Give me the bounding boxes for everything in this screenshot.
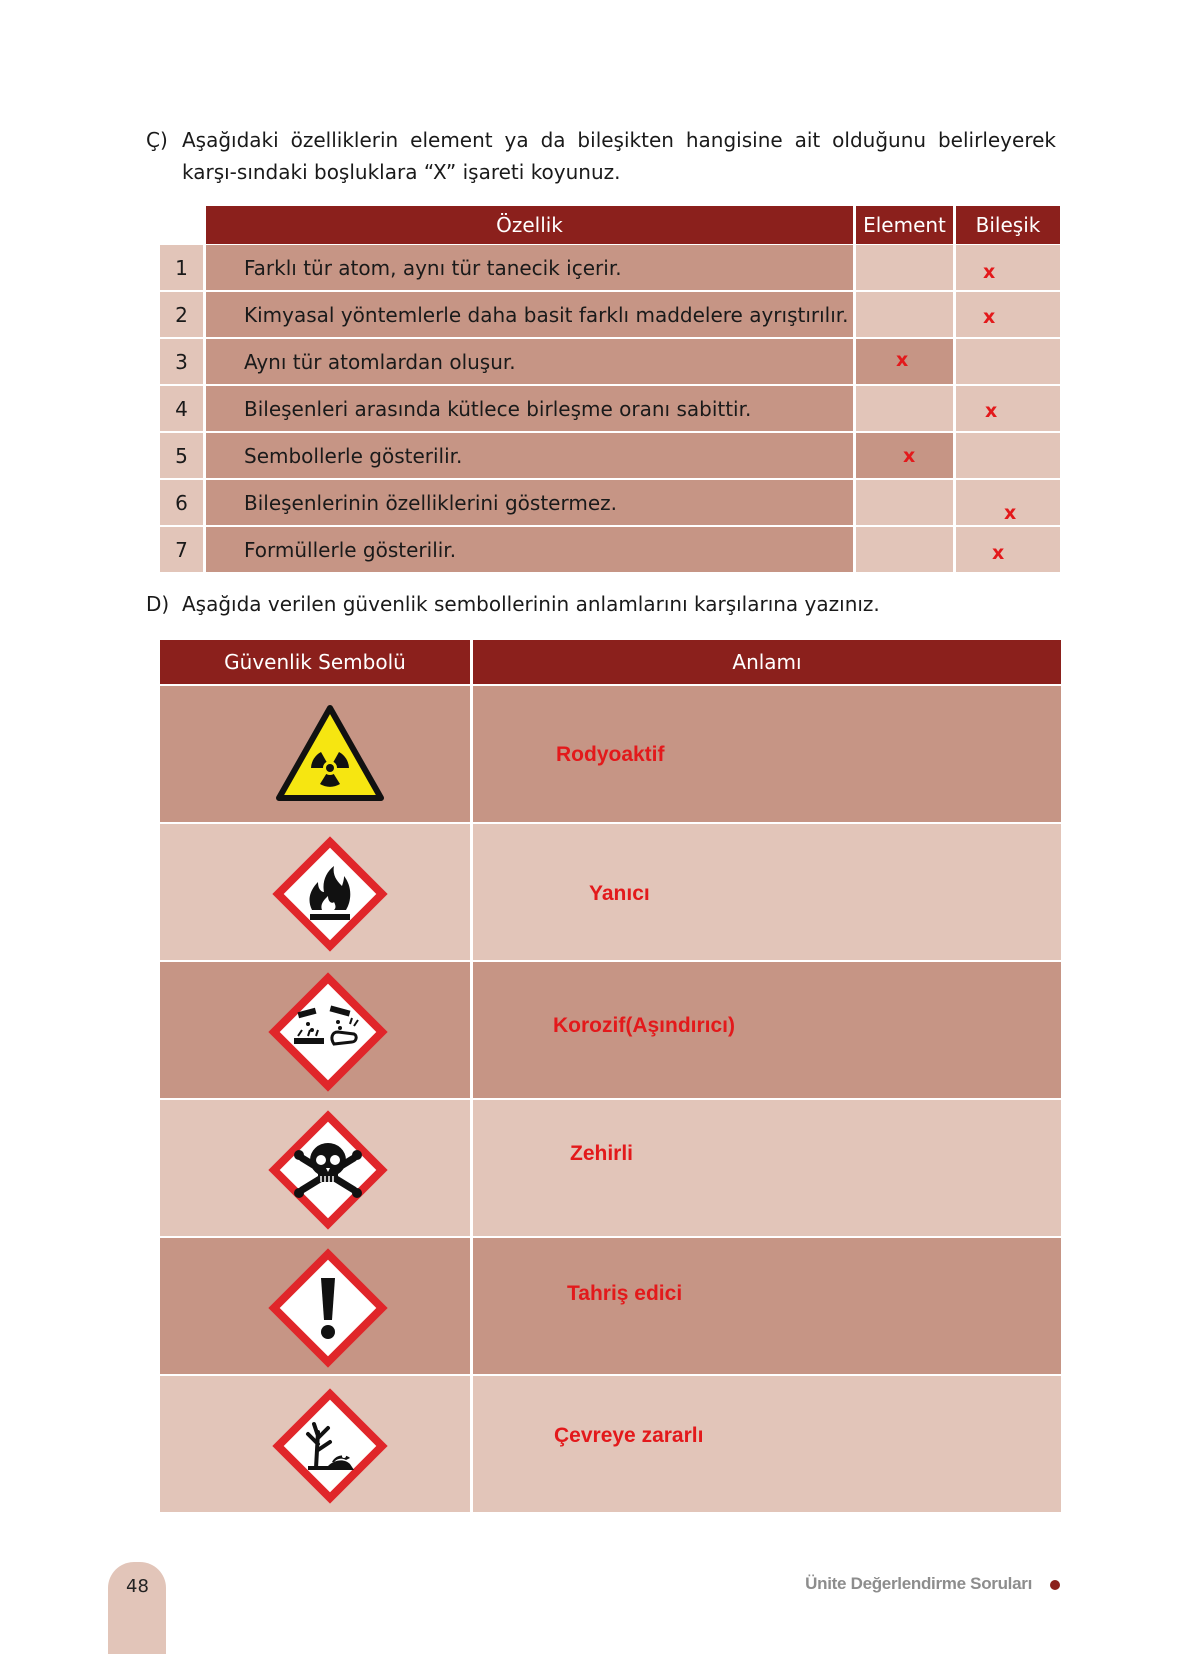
compound-mark: x [985, 400, 998, 422]
row-number: 5 [160, 433, 203, 478]
question-c-text: Aşağıdaki özelliklerin element ya da bileşikten hangisine ait olduğunu belirleyerek karşı-sındaki boşluklara “X” işareti koyunuz. [182, 128, 1056, 184]
compound-cell[interactable] [956, 527, 1060, 572]
compound-mark: x [992, 542, 1005, 564]
compound-cell[interactable] [956, 292, 1060, 337]
header-property: Özellik [206, 206, 853, 244]
table-row [160, 292, 1060, 337]
safety-symbols-table [160, 640, 1061, 1514]
radioactive-icon [275, 704, 385, 804]
table-row [160, 824, 1061, 960]
element-cell[interactable] [856, 245, 953, 290]
meaning-cell[interactable] [473, 1376, 1061, 1512]
row-property: Farklı tür atom, aynı tür tanecik içerir. [206, 245, 853, 290]
table-row [160, 339, 1060, 384]
compound-cell[interactable] [956, 386, 1060, 431]
element-compound-table [160, 206, 1060, 573]
question-d-text: Aşağıda verilen güvenlik sembollerinin anlamlarını karşılarına yazınız. [182, 592, 880, 616]
exclamation-irritant-icon [268, 1248, 388, 1368]
compound-mark: x [983, 261, 996, 283]
compound-mark: x [983, 306, 996, 328]
row-property: Kimyasal yöntemlerle daha basit farklı maddelere ayrıştırılır. [206, 292, 853, 337]
header-meaning: Anlamı [473, 640, 1061, 684]
table-row [160, 1376, 1061, 1512]
row-number: 2 [160, 292, 203, 337]
answer-text: Zehirli [570, 1142, 634, 1165]
meaning-cell[interactable] [473, 962, 1061, 1098]
answer-text: Çevreye zararlı [554, 1424, 704, 1447]
element-cell[interactable] [856, 386, 953, 431]
meaning-cell[interactable] [473, 824, 1061, 960]
toxic-skull-icon [268, 1110, 388, 1230]
table-row [160, 1238, 1061, 1374]
symbol-cell [160, 824, 470, 960]
symbol-cell [160, 686, 470, 822]
question-c [146, 124, 1056, 188]
symbol-cell [160, 1238, 470, 1374]
footer-bullet-icon [1050, 1580, 1060, 1590]
header-symbol: Güvenlik Sembolü [160, 640, 470, 684]
row-number: 4 [160, 386, 203, 431]
compound-cell[interactable] [956, 245, 1060, 290]
row-property: Bileşenlerinin özelliklerini göstermez. [206, 480, 853, 525]
element-mark: x [903, 445, 916, 467]
corrosive-icon [268, 972, 388, 1092]
table-row [160, 480, 1060, 525]
table-row [160, 433, 1060, 478]
meaning-cell[interactable] [473, 1238, 1061, 1374]
symbol-cell [160, 1100, 470, 1236]
row-number: 1 [160, 245, 203, 290]
answer-text: Yanıcı [589, 882, 650, 905]
element-cell[interactable] [856, 527, 953, 572]
row-property: Bileşenleri arasında kütlece birleşme oranı sabittir. [206, 386, 853, 431]
compound-cell[interactable] [956, 480, 1060, 525]
header-compound: Bileşik [956, 206, 1060, 244]
flammable-icon [272, 836, 388, 952]
element-mark: x [896, 349, 909, 371]
row-property: Aynı tür atomlardan oluşur. [206, 339, 853, 384]
element-cell[interactable] [856, 433, 953, 478]
page-number: 48 [126, 1576, 149, 1597]
row-number: 7 [160, 527, 203, 572]
meaning-cell[interactable] [473, 1100, 1061, 1236]
row-number: 3 [160, 339, 203, 384]
table-row [160, 386, 1060, 431]
question-d-label: D) [146, 592, 170, 616]
element-cell[interactable] [856, 480, 953, 525]
table-row [160, 1100, 1061, 1236]
compound-mark: x [1004, 502, 1017, 524]
compound-cell[interactable] [956, 339, 1060, 384]
answer-text: Rodyoaktif [556, 743, 665, 766]
environment-hazard-icon [272, 1388, 388, 1504]
table-row [160, 962, 1061, 1098]
table-row [160, 245, 1060, 290]
row-property: Sembollerle gösterilir. [206, 433, 853, 478]
element-cell[interactable] [856, 292, 953, 337]
answer-text: Korozif(Aşındırıcı) [553, 1014, 735, 1037]
header-element: Element [856, 206, 953, 244]
question-d [146, 588, 1056, 620]
table-row [160, 686, 1061, 822]
question-c-label: Ç) [146, 128, 168, 152]
table-row [160, 527, 1060, 572]
meaning-cell[interactable] [473, 686, 1061, 822]
symbol-cell [160, 962, 470, 1098]
answer-text: Tahriş edici [567, 1282, 683, 1305]
footer-title: Ünite Değerlendirme Soruları [805, 1574, 1032, 1593]
element-cell[interactable] [856, 339, 953, 384]
row-number: 6 [160, 480, 203, 525]
row-property: Formüllerle gösterilir. [206, 527, 853, 572]
compound-cell[interactable] [956, 433, 1060, 478]
symbol-cell [160, 1376, 470, 1512]
